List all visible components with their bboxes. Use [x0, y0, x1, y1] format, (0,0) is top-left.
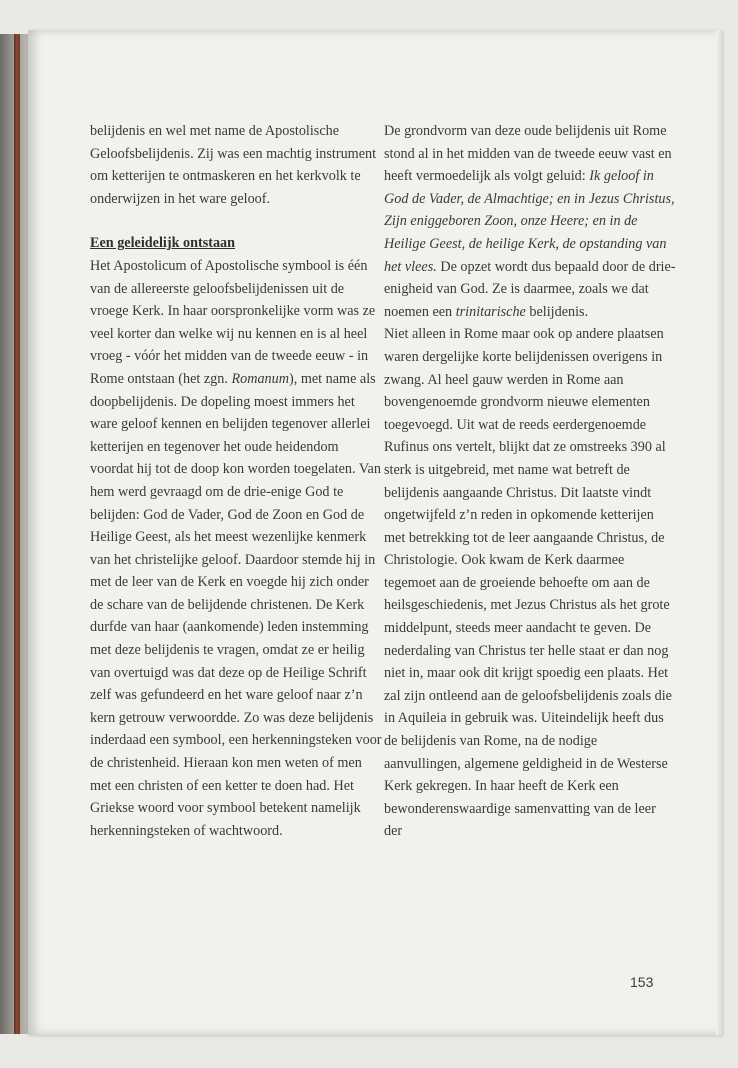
creed-quote: Ik geloof in God de Vader, de Almachtige; en in Jezus Christus, Zijn eniggeboren Zoon, onze Heere; en in de Heilige Geest, de heilige Kerk, de opstanding van het vlees.: [384, 168, 675, 275]
body-paragraph: [90, 255, 382, 842]
page-number: 153: [630, 974, 654, 990]
page-edge: [716, 30, 722, 1035]
history-paragraph: Niet alleen in Rome maar ook op andere plaatsen waren dergelijke korte belijdenissen overigens in zwang. Al heel gauw werden in Rome aan bovengenoemde grondvorm nieuwe elementen toegevoegd. Uit wat de reeds eerdergenoemde Rufinus ons vertelt, blijkt dat ze omstreeks 390 al sterk is uitgebreid, met name wat betreft de belijdenis aangaande Christus. Dit laatste vindt ongetwijfeld z’n reden in opkomende ketterijen met betrekking tot de leer aangaande Christus, de Christologie. Ook kwam de Kerk daarmee tegemoet aan de groeiende behoefte om aan de heilsgeschiedenis, met Jezus Christus als het grote middelpunt, steeds meer aandacht te geven. De nederdaling van Christus ter helle staat er dan nog niet in, maar ook dit krijgt spoedig een plaats. Het zal zijn ontleend aan de geloofsbelijdenis zoals die in Aquileia in gebruik was. Uiteindelijk heeft dus de belijdenis van Rome, na de nodige aanvullingen, algemene geldigheid in de Westerse Kerk gekregen. In haar heeft de Kerk een bewonderenswaardige samenvatting van de leer der: [384, 326, 672, 840]
trinitarian-term: trinitarische: [455, 303, 526, 320]
left-text-column: [90, 120, 382, 842]
creed-intro: De grondvorm van deze oude belijdenis uit Rome stond al in het midden van de tweede eeuw vast en heeft vermoedelijk als volgt geluid:: [384, 123, 672, 185]
right-text-column: [384, 120, 676, 843]
creed-text-b: De opzet wordt dus bepaald door de drie-enigheid van God. Ze is daarmee, zoals we dat noemen een: [384, 258, 676, 320]
section-heading: Een geleidelijk ontstaan: [90, 235, 236, 252]
creed-text-c: belijdenis.: [525, 303, 589, 320]
book-binding-edge: [14, 34, 20, 1034]
intro-paragraph: belijdenis en wel met name de Apostolische Geloofsbelijdenis. Zij was een machtig instrument om ketterijen te ontmaskeren en het kerkvolk te onderwijzen in het ware geloof.: [90, 123, 377, 207]
romanum-term: Romanum: [231, 370, 289, 387]
book-page: [28, 30, 722, 1035]
creed-paragraph: [384, 120, 676, 323]
body-text-b: ), met name als doopbelijdenis. De dopeling moest immers het ware geloof kennen en belijden tegenover allerlei ketterijen en tegenover het oude heidendom voordat hij tot de doop kon worden toegelaten. Van hem werd gevraagd om de drie-enige God te belijden: God de Vader, God de Zoon en God de Heilige Geest, als het meest wezenlijke kenmerk van het christelijke geloof. Daardoor stemde hij in met de leer van de Kerk en voegde hij zich onder de schare van de belijdende christenen. De Kerk durfde van haar (aankomende) leden instemming met deze belijdenis te vragen, omdat ze er heilig van overtuigd was dat deze op de Heilige Schrift zelf was gefundeerd en het ware geloof naar z’n kern getrouw verwoordde. Zo was deze belijdenis inderdaad een symbool, een herkenningsteken voor de christenheid. Hieraan kon men weten of men met een christen of een ketter te doen had. Het Griekse woord voor symbool betekent namelijk herkenningsteken of wachtwoord.: [90, 370, 382, 839]
body-text-a: Het Apostolicum of Apostolische symbool is één van de allereerste geloofsbelijdenissen uit de vroege Kerk. In haar oorspronkelijke vorm was ze veel korter dan welke wij nu kennen en is al heel vroeg - vóór het midden van de tweede eeuw - in Rome ontstaan (het zgn.: [90, 257, 376, 387]
